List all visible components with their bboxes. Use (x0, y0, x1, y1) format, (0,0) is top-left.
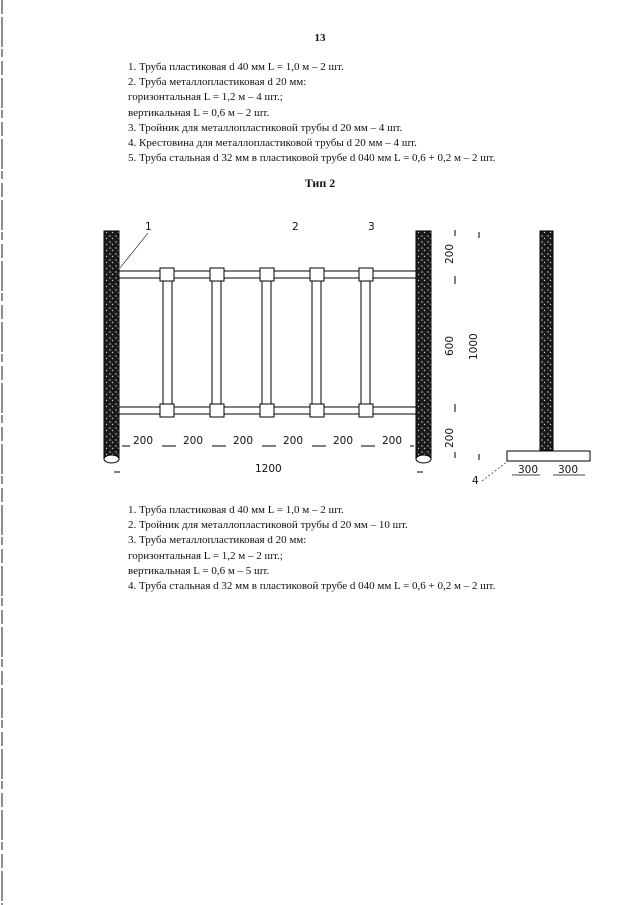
callout-2: 2 (292, 221, 299, 233)
list-item: 2. Тройник для металлопластиковой трубы d 20 мм – 10 шт. (128, 519, 408, 532)
dim-total-width: 1200 (255, 463, 282, 475)
list-item: 4. Труба стальная d 32 мм в пластиковой трубе d 040 мм L = 0,6 + 0,2 м – 2 шт. (128, 580, 496, 593)
list-item: горизонтальная L = 1,2 м – 2 шт.; (128, 549, 283, 562)
list-item: горизонтальная L = 1,2 м – 4 шт.; (128, 91, 283, 104)
dim-segment: 200 (183, 435, 204, 447)
leader-line (482, 461, 508, 481)
right-post (416, 231, 431, 459)
dim-bottom-offset: 200 (444, 427, 456, 448)
left-post (104, 231, 119, 459)
callout-3: 3 (368, 221, 375, 233)
list-item: вертикальная L = 0,6 м – 5 шт. (128, 564, 270, 577)
dim-segment: 200 (133, 435, 154, 447)
dim-middle-height: 600 (444, 335, 456, 356)
left-post-base (104, 455, 119, 463)
drawing-title: Тип 2 (304, 176, 336, 190)
dim-segment: 200 (233, 435, 254, 447)
list-item: 2. Труба металлопластиковая d 20 мм: (128, 76, 307, 89)
list-item: 1. Труба пластиковая d 40 мм L = 1,0 м – 2 шт. (128, 61, 344, 73)
list-item: 3. Труба металлопластиковая d 20 мм: (128, 534, 307, 547)
bottom-parts-list (128, 503, 495, 594)
leader-line (120, 233, 148, 268)
dim-top-offset: 200 (444, 243, 456, 264)
list-item: 1. Труба пластиковая d 40 мм L = 1,0 м – 2 шт. (128, 504, 344, 516)
list-item: 3. Тройник для металлопластиковой трубы d 20 мм – 4 шт. (128, 121, 403, 134)
dim-segment: 200 (382, 435, 403, 447)
side-view-post (540, 231, 553, 451)
callout-1: 1 (145, 221, 152, 233)
vertical-balusters (163, 281, 370, 405)
side-view-base (507, 451, 590, 461)
right-post-base (416, 455, 431, 463)
page-number: 13 (314, 32, 326, 44)
dim-base-left: 300 (518, 464, 539, 476)
dim-total-height: 1000 (468, 333, 480, 360)
list-item: 4. Крестовина для металлопластиковой трубы d 20 мм – 4 шт. (128, 137, 417, 150)
callout-4: 4 (472, 475, 479, 487)
dim-base-right: 300 (558, 464, 579, 476)
list-item: вертикальная L = 0,6 м – 2 шт. (128, 106, 270, 119)
dim-segment: 200 (333, 435, 354, 447)
list-item: 5. Труба стальная d 32 мм в пластиковой трубе d 040 мм L = 0,6 + 0,2 м – 2 шт. (128, 152, 496, 165)
dim-segment: 200 (283, 435, 304, 447)
